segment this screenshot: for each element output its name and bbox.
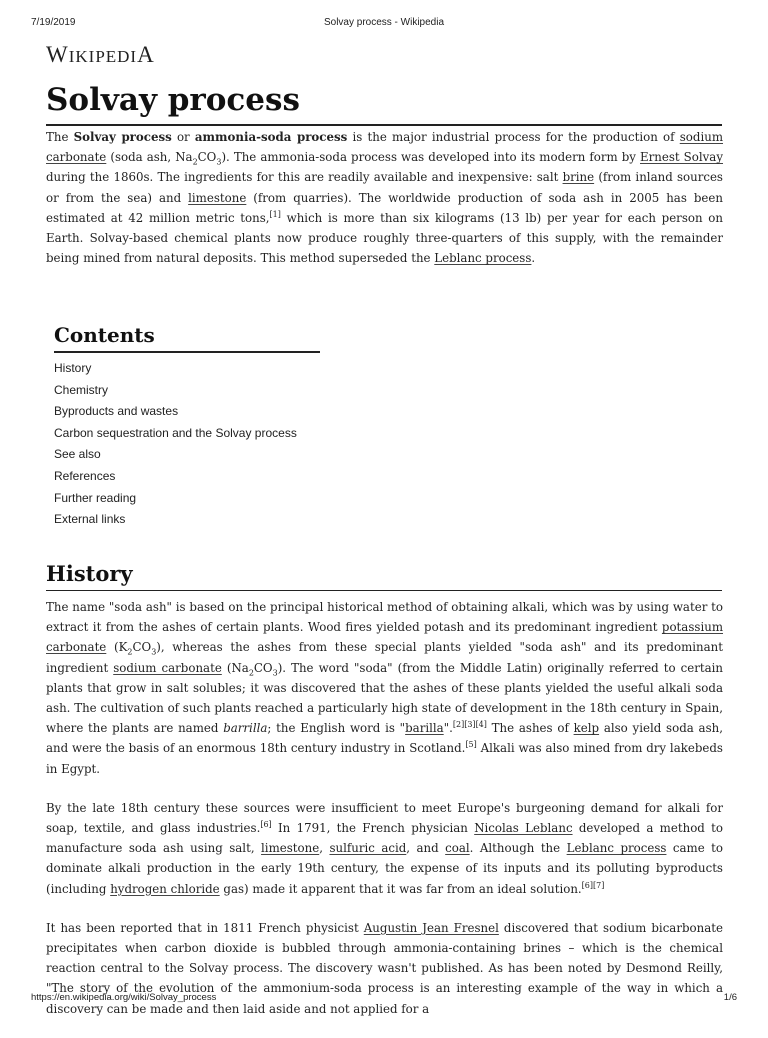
text: ), whereas the ashes from these special plants yielded "soda ash" and its predominant ingredient bbox=[46, 640, 723, 675]
toc-item-chemistry[interactable]: Chemistry bbox=[54, 382, 109, 397]
citation-link[interactable]: [3] bbox=[464, 720, 476, 730]
link-sodium-carbonate[interactable]: sodium carbonate bbox=[46, 130, 723, 165]
subscript: 3 bbox=[151, 647, 157, 657]
print-page-title: Solvay process - Wikipedia bbox=[323, 17, 445, 28]
print-url: https://en.wikipedia.org/wiki/Solvay_process bbox=[31, 992, 217, 1003]
link-brine[interactable]: brine bbox=[562, 170, 595, 185]
link-barilla[interactable]: barilla bbox=[405, 721, 444, 736]
subscript: 2 bbox=[248, 667, 254, 677]
text: ". bbox=[443, 721, 453, 736]
text: . Although the bbox=[469, 841, 567, 856]
text: came to dominate alkali production in the early 19th century, the expense of its inputs and its polluting byproducts (including bbox=[46, 841, 724, 896]
subscript: 3 bbox=[216, 157, 222, 167]
citation-link[interactable]: [6] bbox=[581, 880, 594, 890]
bold-term-ammonia-soda-process: ammonia-soda process bbox=[194, 130, 348, 144]
section-heading-history: History bbox=[46, 561, 133, 586]
toc-item-carbon-sequestration[interactable]: Carbon sequestration and the Solvay process bbox=[54, 425, 297, 440]
link-limestone[interactable]: limestone bbox=[188, 190, 247, 205]
text: CO bbox=[197, 150, 217, 165]
title-divider bbox=[46, 124, 722, 126]
section-divider bbox=[46, 590, 722, 591]
history-paragraph-1 bbox=[46, 597, 723, 779]
bold-term-solvay-process: Solvay process bbox=[73, 130, 172, 144]
text: ). The word "soda" (from the Middle Latin) originally referred to certain plants that grow in salt solubles; it was discovered that the ashes of these plants yielded the useful alkali soda ash. The cultivation of such plants reached a particularly high state of development in the 18th century in Spain, where the plants are named bbox=[46, 660, 723, 736]
wikipedia-logo[interactable] bbox=[46, 42, 155, 68]
print-date: 7/19/2019 bbox=[31, 17, 76, 28]
toc-item-references[interactable]: References bbox=[54, 468, 116, 483]
subscript: 2 bbox=[127, 647, 133, 657]
link-sodium-carbonate[interactable]: sodium carbonate bbox=[113, 660, 222, 675]
text: The ashes of bbox=[486, 721, 574, 736]
text: during the 1860s. The ingredients for this are readily available and inexpensive: salt bbox=[46, 170, 563, 185]
text: The bbox=[46, 130, 74, 144]
link-hydrogen-chloride[interactable]: hydrogen chloride bbox=[110, 881, 220, 896]
text: Alkali was also mined from dry lakebeds in Egypt. bbox=[46, 741, 723, 776]
citation-link[interactable]: [4] bbox=[475, 720, 487, 730]
link-augustin-jean-fresnel[interactable]: Augustin Jean Fresnel bbox=[363, 920, 499, 935]
text: It has been reported that in 1811 French physicist bbox=[46, 920, 364, 935]
citation-link[interactable]: [6] bbox=[260, 820, 272, 830]
toc-list bbox=[54, 358, 320, 531]
link-potassium-carbonate[interactable]: potassium carbonate bbox=[46, 620, 723, 655]
citation-link[interactable]: [2] bbox=[452, 720, 465, 730]
link-coal[interactable]: coal bbox=[445, 841, 470, 856]
text: In 1791, the French physician bbox=[271, 821, 475, 836]
link-nicolas-leblanc[interactable]: Nicolas Leblanc bbox=[474, 821, 573, 836]
history-section bbox=[46, 597, 723, 1038]
table-of-contents bbox=[54, 321, 320, 531]
toc-item-external-links[interactable]: External links bbox=[54, 512, 126, 527]
print-header bbox=[31, 17, 737, 31]
text: gas) made it apparent that it was far from an ideal solution. bbox=[219, 881, 582, 896]
intro-paragraph bbox=[46, 127, 723, 268]
text: . bbox=[531, 251, 536, 266]
text: discovered that sodium bicarbonate precipitates when carbon dioxide is bubbled through ammonia-containing brines – which is the chemical reaction central to the Solvay process. The discovery wasn't published. As has been noted by Desmond Reilly, "The story of the evolution of the ammonium-soda process is an interesting example of the way in which a discovery can be made and then laid aside and not applied for a bbox=[46, 920, 723, 1016]
text: is the major industrial process for the production of bbox=[347, 130, 680, 144]
text: CO bbox=[253, 660, 273, 675]
text: developed a method to manufacture soda ash using salt, bbox=[46, 821, 724, 856]
toc-item-history[interactable]: History bbox=[54, 361, 92, 375]
text: CO bbox=[132, 640, 152, 655]
text: The name "soda ash" is based on the principal historical method of obtaining alkali, which was by using water to extract it from the ashes of certain plants. Wood fires yielded potash and its predominant ingredient bbox=[46, 600, 723, 635]
toc-item-further-reading[interactable]: Further reading bbox=[54, 490, 137, 505]
subscript: 3 bbox=[272, 667, 278, 677]
toc-divider bbox=[54, 351, 320, 353]
page-title: Solvay process bbox=[46, 82, 300, 118]
toc-heading: Contents bbox=[54, 323, 155, 347]
text: or bbox=[171, 130, 195, 144]
text: By the late 18th century these sources were insufficient to meet Europe's burgeoning demand for alkali for soap, textile, and glass industries. bbox=[46, 800, 723, 836]
text: (soda ash, Na bbox=[106, 150, 193, 165]
citation-link[interactable]: [1] bbox=[269, 209, 281, 219]
print-footer bbox=[31, 992, 737, 1006]
print-page-number: 1/6 bbox=[723, 992, 737, 1003]
text: which is more than six kilograms (13 lb) per year for each person on Earth. Solvay-based chemical plants now produce roughly three-quarters of this supply, with the remainder being mined from natural deposits. This method superseded the bbox=[46, 210, 723, 266]
logo-smallcaps: IKIPEDI bbox=[68, 47, 138, 66]
logo-letter-a: A bbox=[137, 42, 155, 67]
text: (Na bbox=[221, 660, 249, 675]
toc-item-see-also[interactable]: See also bbox=[54, 447, 101, 462]
logo-letter-w: W bbox=[46, 42, 69, 67]
toc-item-byproducts[interactable]: Byproducts and wastes bbox=[54, 404, 179, 419]
text: ; the English word is " bbox=[267, 721, 406, 736]
text: , bbox=[319, 841, 330, 856]
text: (from inland sources or from the sea) and bbox=[46, 170, 723, 205]
intro-section bbox=[46, 127, 723, 268]
text: also yield soda ash, and were the basis of an enormous 18th century industry in Scotland. bbox=[46, 721, 723, 756]
link-limestone[interactable]: limestone bbox=[261, 841, 320, 856]
link-leblanc-process[interactable]: Leblanc process bbox=[566, 841, 667, 856]
italic-term-barrilla: barrilla bbox=[223, 721, 268, 736]
text: ). The ammonia-soda process was developed into its modern form by bbox=[221, 150, 641, 165]
citation-link[interactable]: [7] bbox=[593, 880, 605, 890]
history-paragraph-2 bbox=[46, 798, 723, 899]
subscript: 2 bbox=[192, 157, 198, 167]
link-leblanc-process[interactable]: Leblanc process bbox=[434, 251, 532, 266]
citation-link[interactable]: [5] bbox=[465, 740, 477, 750]
link-ernest-solvay[interactable]: Ernest Solvay bbox=[640, 150, 723, 165]
link-sulfuric-acid[interactable]: sulfuric acid bbox=[329, 841, 407, 856]
text: (K bbox=[106, 640, 128, 655]
text: (from quarries). The worldwide production of soda ash in 2005 has been estimated at 42 million metric tons, bbox=[46, 190, 723, 225]
link-kelp[interactable]: kelp bbox=[573, 721, 600, 736]
text: , and bbox=[406, 841, 446, 856]
